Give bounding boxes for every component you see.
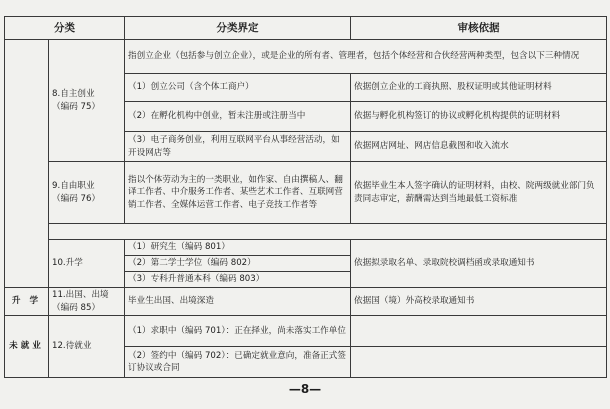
- header-row: [5, 17, 607, 40]
- item-11-basis: 依据国（境）外高校录取通知书: [351, 288, 607, 316]
- table-row: [5, 316, 607, 347]
- item-12-sub1-basis: [351, 316, 607, 347]
- item-8-sub2-basis: 依据与孵化机构签订的协议或孵化机构提供的证明材料: [351, 102, 607, 132]
- item-11-name: 11.出国、出境: [52, 290, 109, 300]
- item-10-basis: 依据拟录取名单、录取院校调档函或录取通知书: [351, 240, 607, 288]
- item-8-sub1-definition: （1）创立公司（含个体工商户）: [125, 74, 351, 102]
- item-8-code: （编码 75）: [52, 101, 101, 112]
- item-8-intro: 指创立企业（包括参与创立企业），或是企业的所有者、管理者，包括个体经营和合伙经营两种类型，包含以下三种情况: [125, 40, 607, 74]
- item-10-sub3: （3）专科升普通本科（编码 803）: [125, 272, 351, 288]
- table-row: [5, 162, 607, 224]
- page-number: —8—: [288, 382, 322, 396]
- item-12-sub2: （2）签约中（编码 702）：已确定就业意向，准备正式签订协议或合同: [125, 347, 351, 378]
- item-11-code: （编码 85）: [52, 302, 101, 313]
- item-8-sub1-basis: 依据创立企业的工商执照、股权证明或其他证明材料: [351, 74, 607, 102]
- item-12-sub2-basis: [351, 347, 607, 378]
- table-row: [5, 288, 607, 316]
- item-8-sub3-basis: 依据网店网址、网店信息截图和收入流水: [351, 132, 607, 162]
- table-row: [5, 240, 607, 256]
- header-category: 分类: [5, 17, 125, 40]
- item-8-sub3-definition: （3）电子商务创业，利用互联网平台从事经营活动，如开设网店等: [125, 132, 351, 162]
- item-10-sub1: （1）研究生（编码 801）: [125, 240, 351, 256]
- employment-classification-table: [4, 16, 607, 378]
- item-8-name-cell: [49, 40, 125, 162]
- item-10-name: 10.升学: [49, 240, 125, 288]
- item-9-basis: 依据毕业生本人签字确认的证明材料，由校、院两级就业部门负责同志审定，薪酬需达到当地最低工资标准: [351, 162, 607, 224]
- item-11-name-cell: [49, 288, 125, 316]
- item-8-sub2-definition: （2）在孵化机构中创业，暂未注册或注册当中: [125, 102, 351, 132]
- header-basis: 审核依据: [351, 17, 607, 40]
- table-row: [5, 40, 607, 74]
- table-row: [5, 224, 607, 240]
- item-8-name: 8.自主创业: [52, 89, 95, 99]
- header-definition: 分类界定: [125, 17, 351, 40]
- item-12-sub1: （1）求职中（编码 701）：正在择业，尚未落实工作单位: [125, 316, 351, 347]
- item-11-definition: 毕业生出国、出境深造: [125, 288, 351, 316]
- blank-separator-row: [49, 224, 607, 240]
- item-10-sub2: （2）第二学士学位（编码 802）: [125, 256, 351, 272]
- item-9-definition: 指以个体劳动为主的一类职业，如作家、自由撰稿人、翻译工作者、中介服务工作者、某些艺术工作者、互联网营销工作者、全媒体运营工作者、电子竞技工作者等: [125, 162, 351, 224]
- category-cell-blank: [5, 40, 49, 288]
- item-9-name-cell: [49, 162, 125, 224]
- item-9-code: （编码 76）: [52, 193, 101, 204]
- item-9-name: 9.自由职业: [52, 181, 95, 191]
- item-12-name: 12.待就业: [49, 316, 125, 378]
- category-unemployed: 未就业: [5, 316, 49, 378]
- category-further-study: 升 学: [5, 288, 49, 316]
